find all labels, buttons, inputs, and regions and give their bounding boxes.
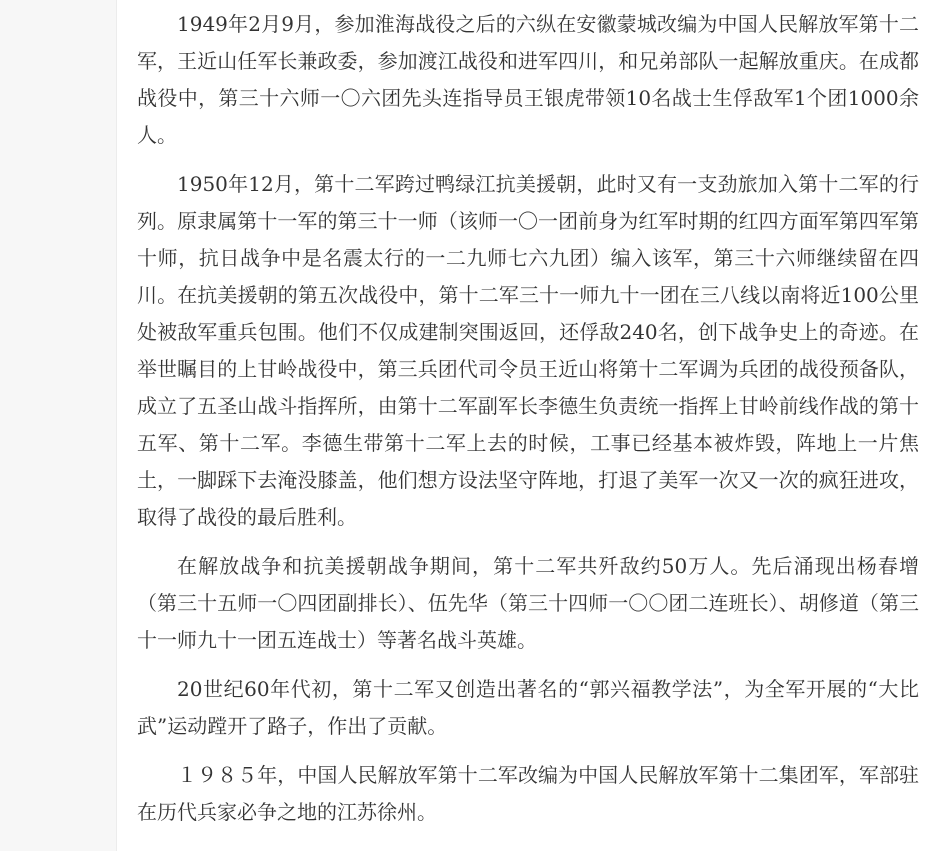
article-paragraph: 1950年12月，第十二军跨过鸭绿江抗美援朝，此时又有一支劲旅加入第十二军的行列。原隶属第十一军的第三十一师（该师一〇一团前身为红军时期的红四方面军第四军第十师，抗日战争中是名震太行的一二九师七六九团）编入该军，第三十六师继续留在四川。在抗美援朝的第五次战役中，第十二军三十一师九十一团在三八线以南将近100公里处被敌军重兵包围。他们不仅成建制突围返回，还俘敌240名，创下战争史上的奇迹。在举世瞩目的上甘岭战役中，第三兵团代司令员王近山将第十二军调为兵团的战役预备队，成立了五圣山战斗指挥所，由第十二军副军长李德生负责统一指挥上甘岭前线作战的第十五军、第十二军。李德生带第十二军上去的时候，工事已经基本被炸毁，阵地上一片焦土，一脚踩下去淹没膝盖，他们想方设法坚守阵地，打退了美军一次又一次的疯狂进攻，取得了战役的最后胜利。 — [137, 172, 919, 529]
article-body — [137, 6, 919, 843]
article-paragraph: 20世纪60年代初，第十二军又创造出著名的“郭兴福教学法”，为全军开展的“大比武”运动蹚开了路子，作出了贡献。 — [137, 677, 919, 738]
left-gutter — [0, 0, 117, 851]
article-paragraph: １９８５年，中国人民解放军第十二军改编为中国人民解放军第十二集团军，军部驻在历代兵家必争之地的江苏徐州。 — [137, 763, 919, 824]
article-paragraph: 在解放战争和抗美援朝战争期间，第十二军共歼敌约50万人。先后涌现出杨春增（第三十五师一〇四团副排长）、伍先华（第三十四师一〇〇团二连班长）、胡修道（第三十一师九十一团五连战士）等著名战斗英雄。 — [137, 554, 919, 652]
article-paragraph: 1949年2月9月，参加淮海战役之后的六纵在安徽蒙城改编为中国人民解放军第十二军，王近山任军长兼政委，参加渡江战役和进军四川，和兄弟部队一起解放重庆。在成都战役中，第三十六师一〇六团先头连指导员王银虎带领10名战士生俘敌军1个团1000余人。 — [137, 12, 919, 147]
